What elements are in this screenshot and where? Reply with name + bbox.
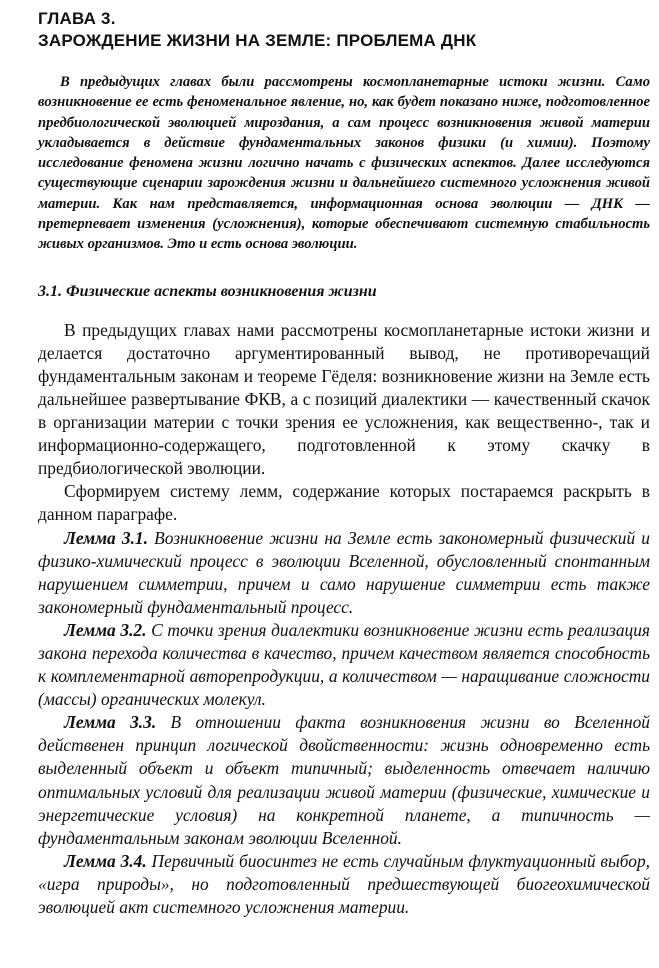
section-title: 3.1. Физические аспекты возникновения жизни <box>38 282 377 300</box>
lemma-3-4 <box>38 850 650 919</box>
lemma-text: Первичный биосинтез не есть случайным флуктуационный выбор, «игра природы», но подготовленный предшествующей биогеохимической эволюцией акт системного усложнения материи. <box>38 850 650 918</box>
lemma-text: Возникновение жизни на Земле есть закономерный физический и физико-химический процесс в эволюции Вселенной, обусловленный спонтанным нарушением симметрии, причем и само нарушение симметрии есть также закономерный фундаментальный процесс. <box>38 527 650 617</box>
lemma-heading: Лемма 3.3. <box>64 712 157 733</box>
chapter-abstract: В предыдущих главах были рассмотрены космопланетарные истоки жизни. Само возникновение ее есть феноменальное явление, но, как будет показано ниже, подготовленное предбиологической эволюцией мироздания, а сам процесс возникновения живой материи укладывается в действие фундаментальных законов физики (и химии). Поэтому исследование феномена жизни логично начать с физических аспектов. Далее исследуются существующие сценарии зарождения жизни и дальнейшего системного усложнения живой материи. Как нам представляется, информационная основа эволюции — ДНК — претерпевает изменения (усложнения), которые обеспечивают системную стабильность живых организмов. Это и есть основа эволюции. <box>38 74 650 253</box>
chapter-heading <box>38 8 650 52</box>
lemma-3-2 <box>38 619 650 711</box>
lemma-heading: Лемма 3.4. <box>64 850 147 871</box>
body-paragraph: Сформируем систему лемм, содержание которых постараемся раскрыть в данном параграфе. <box>38 481 650 525</box>
lemma-3-3 <box>38 711 650 850</box>
lemma-text: С точки зрения диалектики возникновение жизни есть реализация закона перехода количества в качество, причем качеством являeтся способность к комплементарной авторепродукции, а количеством — наращивание сложности (массы) органических молекул. <box>38 619 650 710</box>
lemma-heading: Лемма 3.2. <box>64 619 147 640</box>
document-page <box>38 8 650 919</box>
lemma-text: В отношении факта возникновения жизни во Вселенной действенен принцип логической двойственности: жизнь одновременно есть выделенный объект и объект типичный; выделенность отвечает наличию оптимальных условий для реализации живой материи (физические, химические и энергетические условия) на конкретной планете, а типичность — фундаментальным законам эволюции Вселенной. <box>38 712 650 848</box>
lemma-3-1 <box>38 527 650 619</box>
chapter-title: ЗАРОЖДЕНИЕ ЖИЗНИ НА ЗЕМЛЕ: ПРОБЛЕМА ДНК <box>38 31 477 50</box>
lemma-heading: Лемма 3.1. <box>64 527 148 548</box>
chapter-number: ГЛАВА 3. <box>38 9 116 28</box>
body-paragraph: В предыдущих главах нами рассмотрены космопланетарные истоки жизни и делается достаточно аргументированный вывод, не противоречащий фундаментальным законам и теореме Гёделя: возникновение жизни на Земле есть дальнейшее развертывание ФКВ, а с позиций диалектики — качественный скачок в организации материи с точки зрения ее усложнения, как вещественно-, так и информационно-содержащего, подготовленной к этому скачку в предбиологической эволюции. <box>38 319 650 479</box>
